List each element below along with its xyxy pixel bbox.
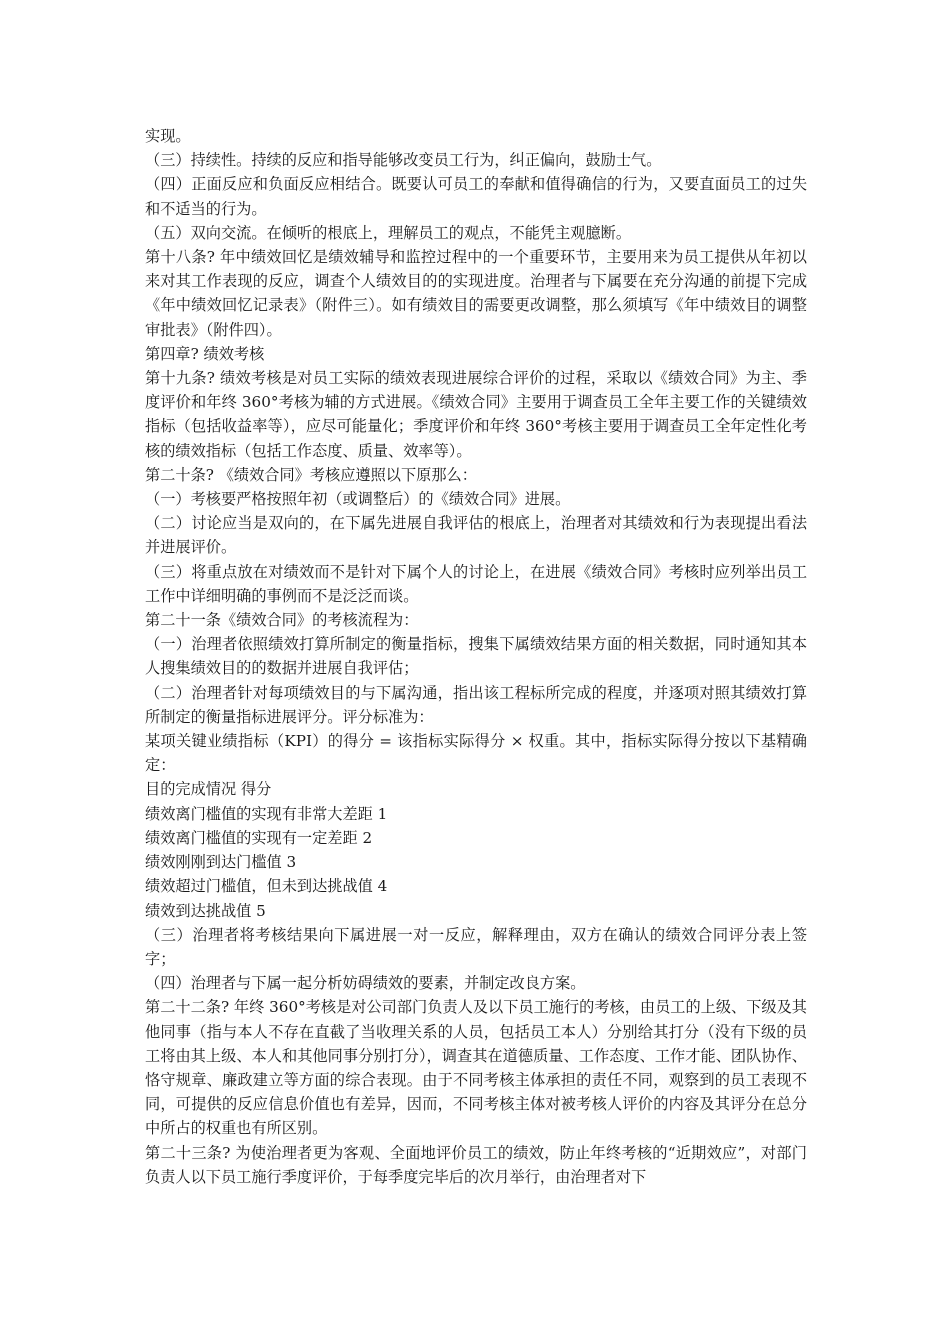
paragraph: （三）将重点放在对绩效而不是针对下属个人的讨论上，在进展《绩效合同》考核时应列举出员工工作中详细明确的事例而不是泛泛而谈。 [145,562,807,605]
paragraph: （二）治理者针对每项绩效目的与下属沟通，指出该工程标所完成的程度，并逐项对照其绩效打算所制定的衡量指标进展评分。评分标准为： [145,683,807,726]
score-table-row: 绩效到达挑战值 5 [145,901,266,920]
document-page [145,124,807,1189]
score-table-row: 绩效离门槛值的实现有非常大差距 1 [145,804,388,823]
paragraph: （五）双向交流。在倾听的根底上，理解员工的观点，不能凭主观臆断。 [145,223,631,242]
chapter-heading: 第四章? 绩效考核 [145,344,265,363]
paragraph: （一）治理者依照绩效打算所制定的衡量指标，搜集下属绩效结果方面的相关数据，同时通知其本人搜集绩效目的的数据并进展自我评估； [145,635,807,678]
paragraph: （四）正面反应和负面反应相结合。既要认可员工的奉献和值得确信的行为，又要直面员工的过失和不适当的行为。 [145,175,807,218]
paragraph: （三）持续性。持续的反应和指导能够改变员工行为，纠正偏向，鼓励士气。 [145,151,662,170]
score-table-row: 绩效刚刚到达门槛值 3 [145,853,297,872]
paragraph: 第二十条? 《绩效合同》考核应遵照以下原那么： [145,465,477,484]
paragraph: （三）治理者将考核结果向下属进展一对一反应，解释理由，双方在确认的绩效合同评分表上签字； [145,925,807,968]
paragraph: 第十九条? 绩效考核是对员工实际的绩效表现进展综合评价的过程，采取以《绩效合同》为主、季度评价和年终 360°考核为辅的方式进展。《绩效合同》主要用于调查员工全年主要工作的关键绩效指标（包括收益率等），应尽可能量化；季度评价和年终 360°考核主要用于调查员工全年定性化考核的绩效指标（包括工作态度、质量、效率等）。 [145,369,807,460]
paragraph: 某项关键业绩指标（KPI）的得分 = 该指标实际得分 × 权重。其中，指标实际得分按以下基精确定： [145,732,807,775]
score-table-header: 目的完成情况 得分 [145,780,272,799]
paragraph: （四）治理者与下属一起分析妨碍绩效的要素，并制定改良方案。 [145,974,586,993]
paragraph: （一）考核要严格按照年初（或调整后）的《绩效合同》进展。 [145,490,571,509]
paragraph: 第二十三条? 为使治理者更为客观、全面地评价员工的绩效，防止年终考核的“近期效应”，对部门负责人以下员工施行季度评价，于每季度完毕后的次月举行，由治理者对下 [145,1143,807,1186]
score-table-row: 绩效超过门槛值，但未到达挑战值 4 [145,877,388,896]
paragraph: 实现。 [145,127,191,145]
paragraph: （二）讨论应当是双向的，在下属先进展自我评估的根底上，治理者对其绩效和行为表现提出看法并进展评价。 [145,514,807,557]
paragraph: 第十八条? 年中绩效回忆是绩效辅导和监控过程中的一个重要环节，主要用来为员工提供从年初以来对其工作表现的反应，调查个人绩效目的的实现进度。治理者与下属要在充分沟通的前提下完成《年中绩效回忆记录表》（附件三）。如有绩效目的需要更改调整，那么须填写《年中绩效目的调整审批表》（附件四）。 [145,248,807,339]
paragraph: 第二十二条? 年终 360°考核是对公司部门负责人及以下员工施行的考核，由员工的上级、下级及其他同事（指与本人不存在直截了当收理关系的人员，包括员工本人）分别给其打分（没有下级的员工将由其上级、本人和其他同事分别打分），调查其在道德质量、工作态度、工作才能、团队协作、恪守规章、廉政建立等方面的综合表现。由于不同考核主体承担的责任不同，观察到的员工表现不同，可提供的反应信息价值也有差异，因而，不同考核主体对被考核人评价的内容及其评分在总分中所占的权重也有所区别。 [145,998,807,1138]
paragraph: 第二十一条《绩效合同》的考核流程为： [145,611,419,630]
score-table-row: 绩效离门槛值的实现有一定差距 2 [145,828,373,847]
